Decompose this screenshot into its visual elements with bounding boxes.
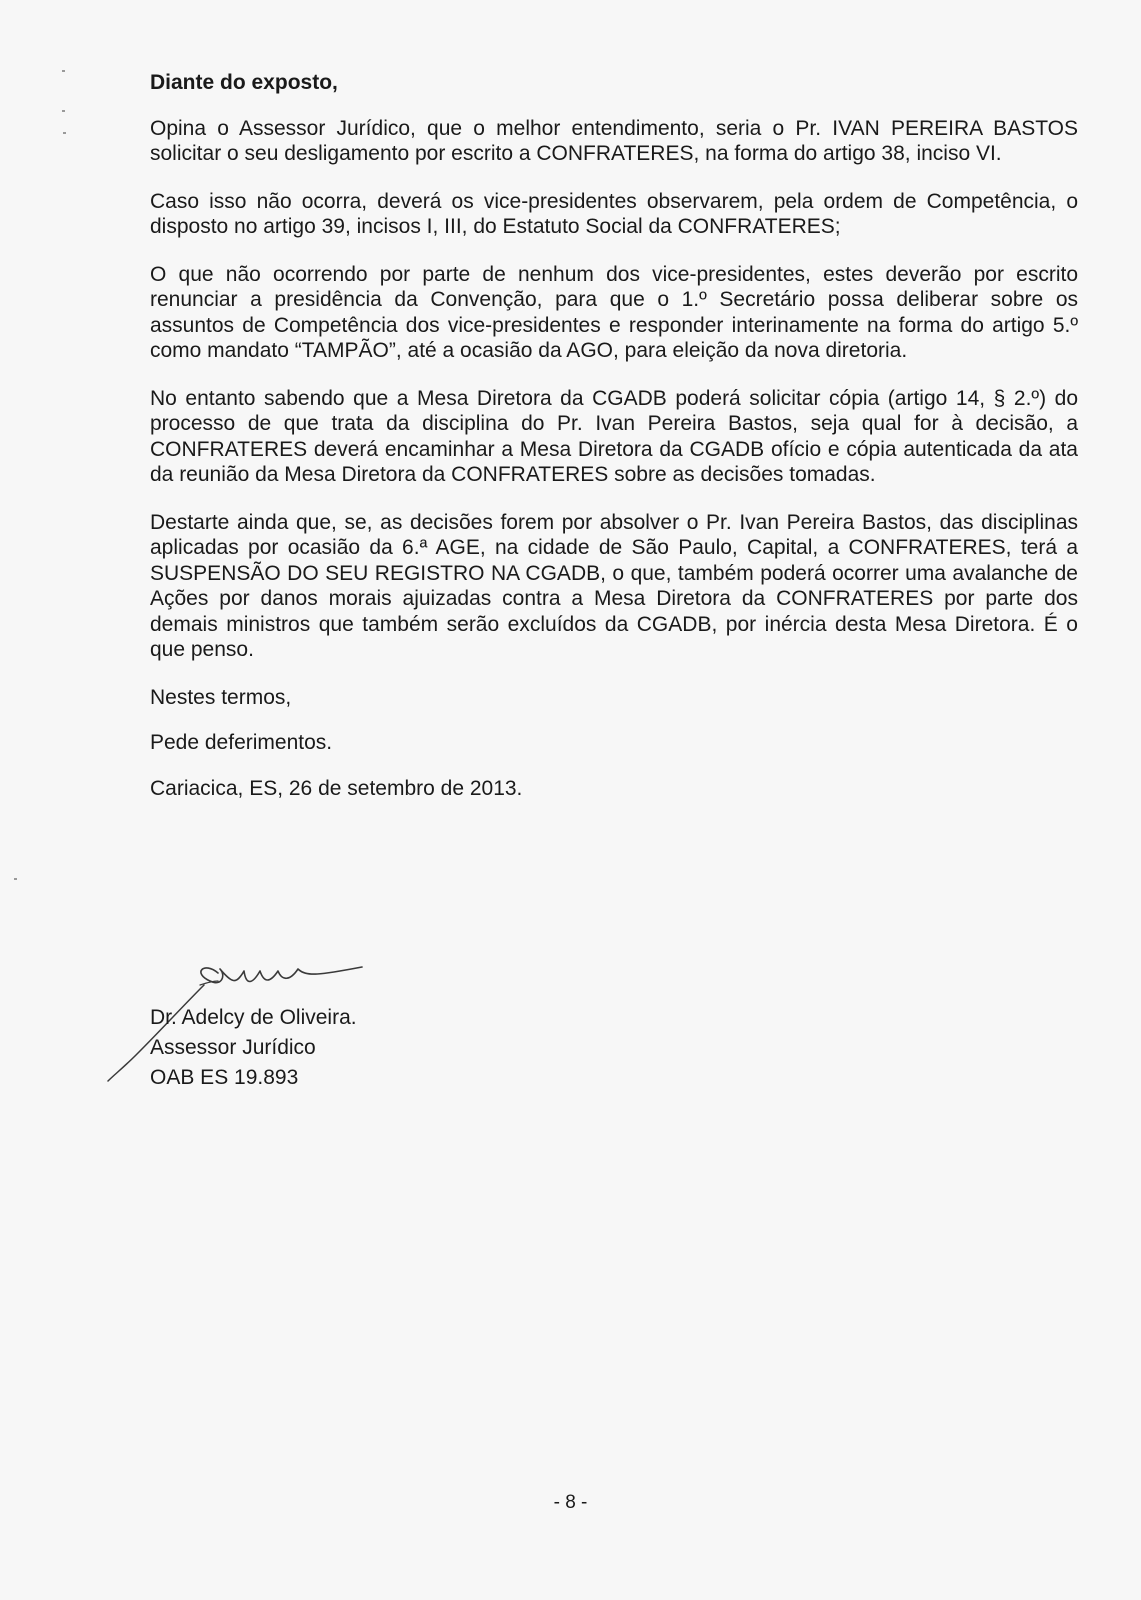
signatory-name: Dr. Adelcy de Oliveira. (150, 1006, 357, 1029)
scan-speck (62, 70, 65, 72)
signatory-registration: OAB ES 19.893 (150, 1066, 299, 1089)
paragraph-opinion: Opina o Assessor Jurídico, que o melhor entendimento, seria o Pr. IVAN PEREIRA BASTOS solicitar o seu desligamento por escrito a CONFRATERES, na forma do artigo 38, inciso VI. (150, 116, 1078, 165)
signature-block (150, 1003, 357, 1093)
scan-speck (63, 132, 66, 134)
closing-place-date: Cariacica, ES, 26 de setembro de 2013. (150, 776, 523, 800)
scan-speck (14, 878, 17, 880)
paragraph-vice-presidents: Caso isso não ocorra, deverá os vice-presidentes observarem, pela ordem de Competência, o disposto no artigo 39, incisos I, III, do Estatuto Social da CONFRATERES; (150, 189, 1078, 238)
page-number: - 8 - (553, 1492, 588, 1513)
closing-request: Pede deferimentos. (150, 731, 333, 754)
signatory-title: Assessor Jurídico (150, 1036, 316, 1059)
document-heading: Diante do exposto, (150, 71, 338, 94)
document-body (150, 70, 1078, 821)
paragraph-consequences: Destarte ainda que, se, as decisões forem por absolver o Pr. Ivan Pereira Bastos, das disciplinas aplicadas por ocasião da 6.ª AGE, na cidade de São Paulo, Capital, a CONFRATERES, terá a SUSPENSÃO DO SEU REGISTRO NA CGADB, o que, também poderá ocorrer uma avalanche de Ações por danos morais ajuizadas contra a Mesa Diretora da CONFRATERES por parte dos demais ministros que também serão excluídos da CGADB, por inércia desta Mesa Diretora. É o que penso. (150, 510, 1078, 661)
paragraph-renunciation: O que não ocorrendo por parte de nenhum dos vice-presidentes, estes deverão por escrito renunciar a presidência da Convenção, para que o 1.º Secretário possa deliberar sobre os assuntos de Competência dos vice-presidentes e responder interinamente na forma do artigo 5.º como mandato “TAMPÃO”, até a ocasião da AGO, para eleição da nova diretoria. (150, 262, 1078, 362)
closing-terms: Nestes termos, (150, 685, 292, 709)
scan-speck (62, 110, 65, 112)
paragraph-cgadb-request: No entanto sabendo que a Mesa Diretora da CGADB poderá solicitar cópia (artigo 14, § 2.º) do processo de que trata da disciplina do Pr. Ivan Pereira Bastos, seja qual for à decisão, a CONFRATERES deverá encaminhar a Mesa Diretora da CGADB ofício e cópia autenticada da ata da reunião da Mesa Diretora da CONFRATERES sobre as decisões tomadas. (150, 386, 1078, 486)
